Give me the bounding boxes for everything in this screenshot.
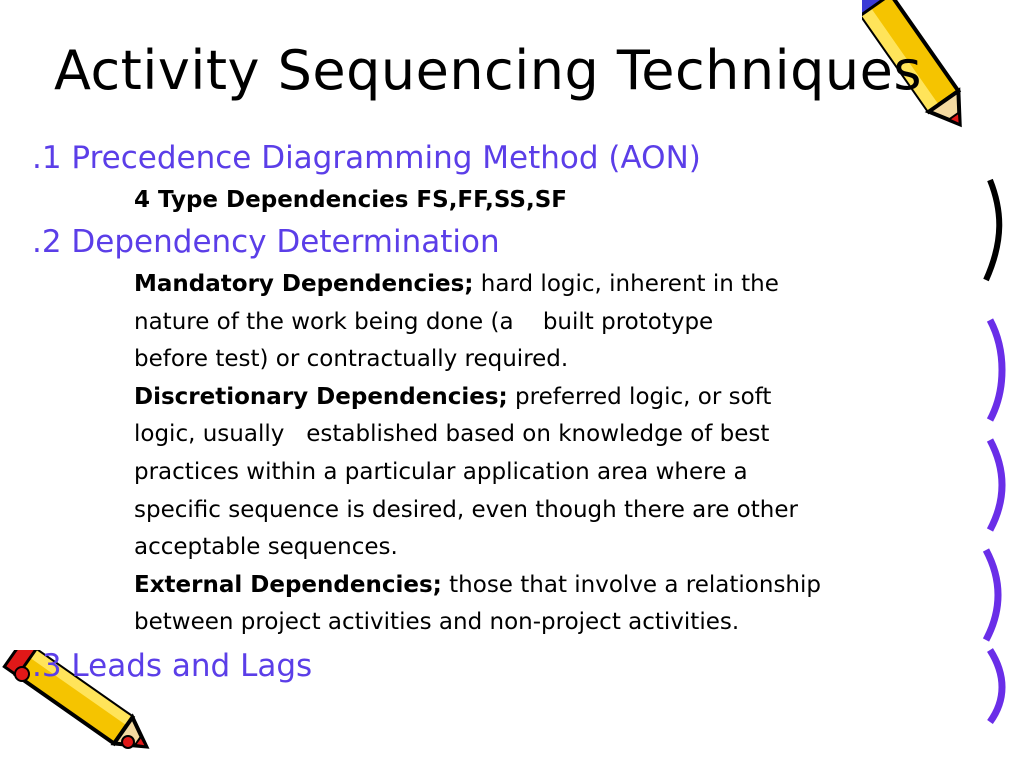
term-discretionary: Discretionary Dependencies; xyxy=(134,383,508,410)
page-title: Activity Sequencing Techniques xyxy=(54,39,922,102)
section-sub-dependencies xyxy=(134,182,984,220)
definition-line: acceptable sequences. xyxy=(134,534,398,561)
dependency-definitions xyxy=(134,266,984,642)
section-heading-leads-lags: .3 Leads and Lags xyxy=(32,648,313,684)
definition-text: preferred logic, or soft xyxy=(507,383,772,410)
dependency-types: 4 Type Dependencies FS,FF,SS,SF xyxy=(134,187,568,213)
definition-line xyxy=(134,266,984,304)
definition-line: specific sequence is desired, even though there are other xyxy=(134,496,798,523)
term-external: External Dependencies; xyxy=(134,571,442,598)
definition-text: those that involve a relationship xyxy=(441,571,821,598)
definition-line xyxy=(134,567,984,605)
definition-text: hard logic, inherent in the xyxy=(473,271,779,297)
definition-line xyxy=(134,379,984,417)
term-mandatory: Mandatory Dependencies; xyxy=(134,271,474,297)
section-heading-precedence: .1 Precedence Diagramming Method (AON) xyxy=(32,140,701,176)
definition-line: practices within a particular application area where a xyxy=(134,458,748,485)
definition-line: between project activities and non-project activities. xyxy=(134,609,740,636)
definition-line: nature of the work being done (a built prototype xyxy=(134,308,714,335)
section-heading-determination: .2 Dependency Determination xyxy=(32,224,500,260)
definition-line: logic, usually established based on knowledge of best xyxy=(134,421,770,448)
definition-line: before test) or contractually required. xyxy=(134,346,569,373)
